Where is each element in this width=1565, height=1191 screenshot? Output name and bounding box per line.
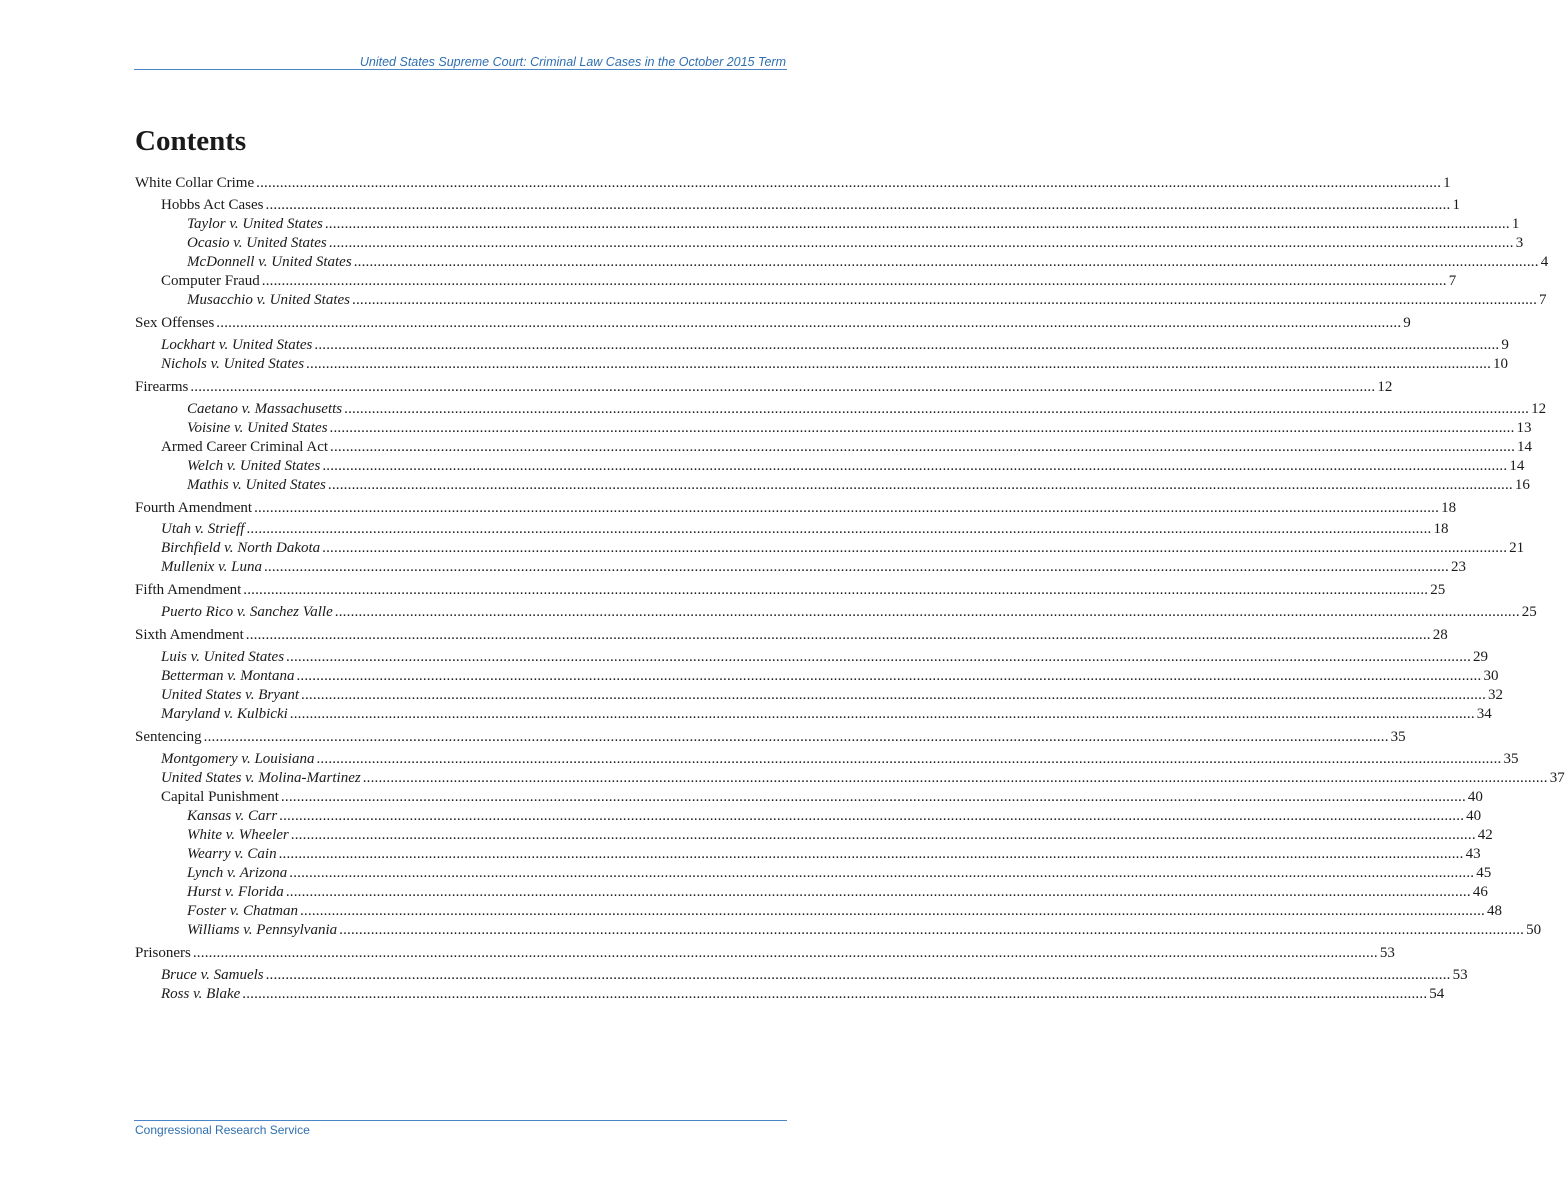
toc-entry[interactable] <box>135 921 1542 940</box>
toc-entry-page-number: 7 <box>1539 292 1547 308</box>
toc-entry-label: White Collar Crime <box>135 175 255 191</box>
toc-entry[interactable] <box>135 400 1547 419</box>
dot-leader: ............................................................................................................................................................................................................................................................................................................ <box>190 379 1376 395</box>
toc-entry[interactable] <box>135 648 1489 667</box>
toc-entry[interactable] <box>135 864 1492 883</box>
dot-leader: ............................................................................................................................................................................................................................................................................................................ <box>242 986 1428 1002</box>
toc-entry[interactable] <box>135 944 1395 963</box>
toc-entry[interactable] <box>135 581 1446 600</box>
dot-leader: ............................................................................................................................................................................................................................................................................................................ <box>330 439 1516 455</box>
dot-leader: ............................................................................................................................................................................................................................................................................................................ <box>254 500 1440 516</box>
toc-entry-label: Lynch v. Arizona <box>187 865 288 881</box>
toc-entry[interactable] <box>135 558 1466 577</box>
dot-leader: ............................................................................................................................................................................................................................................................................................................ <box>301 687 1487 703</box>
toc-entry-label: Bruce v. Samuels <box>161 967 264 983</box>
dot-leader: ............................................................................................................................................................................................................................................................................................................ <box>216 315 1402 331</box>
toc-entry-page-number: 43 <box>1465 846 1481 862</box>
toc-entry[interactable] <box>135 438 1533 457</box>
toc-entry-label: Computer Fraud <box>161 273 260 289</box>
dot-leader: ............................................................................................................................................................................................................................................................................................................ <box>265 197 1451 213</box>
dot-leader: ............................................................................................................................................................................................................................................................................................................ <box>296 668 1482 684</box>
toc-entry-page-number: 9 <box>1403 315 1411 331</box>
toc-entry[interactable] <box>135 667 1499 686</box>
toc-entry-label: Sixth Amendment <box>135 627 244 643</box>
toc-entry-page-number: 34 <box>1476 706 1492 722</box>
dot-leader: ............................................................................................................................................................................................................................................................................................................ <box>265 967 1451 983</box>
toc-entry-page-number: 45 <box>1476 865 1492 881</box>
toc-entry-label: Mathis v. United States <box>187 477 326 493</box>
toc-entry[interactable] <box>135 845 1481 864</box>
toc-entry-page-number: 54 <box>1429 986 1445 1002</box>
toc-entry-page-number: 18 <box>1433 521 1449 537</box>
toc-entry[interactable] <box>135 807 1482 826</box>
toc-entry-page-number: 4 <box>1540 254 1549 270</box>
toc-entry[interactable] <box>135 788 1483 807</box>
footer-publisher: Congressional Research Service <box>135 1123 310 1137</box>
toc-entry-label: Kansas v. Carr <box>187 808 278 824</box>
toc-entry[interactable] <box>135 272 1457 291</box>
toc-entry[interactable] <box>135 336 1509 355</box>
toc-entry-page-number: 21 <box>1509 540 1525 556</box>
toc-entry-page-number: 46 <box>1472 884 1488 900</box>
toc-entry-label: Nichols v. United States <box>161 356 305 372</box>
toc-entry-page-number: 1 <box>1452 197 1460 213</box>
toc-entry-label: Ross v. Blake <box>161 986 241 1002</box>
dot-leader: ............................................................................................................................................................................................................................................................................................................ <box>352 292 1538 308</box>
toc-entry-page-number: 48 <box>1486 903 1502 919</box>
toc-entry[interactable] <box>135 966 1468 985</box>
dot-leader: ............................................................................................................................................................................................................................................................................................................ <box>256 175 1442 191</box>
toc-entry-label: United States v. Molina-Martinez <box>161 770 361 786</box>
dot-leader: ............................................................................................................................................................................................................................................................................................................ <box>324 216 1510 232</box>
dot-leader: ............................................................................................................................................................................................................................................................................................................ <box>339 922 1525 938</box>
toc-entry-page-number: 35 <box>1503 751 1519 767</box>
running-header-title: United States Supreme Court: Criminal Law Cases in the October 2015 Term <box>359 55 786 69</box>
toc-entry-page-number: 53 <box>1452 967 1468 983</box>
toc-entry-label: Utah v. Strieff <box>161 521 245 537</box>
toc-entry[interactable] <box>135 476 1530 495</box>
toc-entry-page-number: 13 <box>1516 420 1532 436</box>
dot-leader: ............................................................................................................................................................................................................................................................................................................ <box>322 540 1508 556</box>
toc-entry-page-number: 30 <box>1483 668 1499 684</box>
toc-entry-page-number: 53 <box>1379 945 1395 961</box>
toc-entry-page-number: 18 <box>1441 500 1457 516</box>
toc-entry-label: Sex Offenses <box>135 315 215 331</box>
toc-entry[interactable] <box>135 705 1492 724</box>
toc-entry-page-number: 37 <box>1549 770 1565 786</box>
dot-leader: ............................................................................................................................................................................................................................................................................................................ <box>299 903 1485 919</box>
dot-leader: ............................................................................................................................................................................................................................................................................................................ <box>286 649 1472 665</box>
dot-leader: ............................................................................................................................................................................................................................................................................................................ <box>261 273 1447 289</box>
toc-entry-label: Maryland v. Kulbicki <box>161 706 288 722</box>
toc-entry-page-number: 40 <box>1467 789 1483 805</box>
toc-entry-label: McDonnell v. United States <box>187 254 352 270</box>
dot-leader: ............................................................................................................................................................................................................................................................................................................ <box>306 356 1492 372</box>
toc-entry-page-number: 25 <box>1521 604 1537 620</box>
toc-entry[interactable] <box>135 985 1445 1004</box>
toc-entry-label: Fifth Amendment <box>135 582 242 598</box>
toc-entry[interactable] <box>135 457 1525 476</box>
dot-leader: ............................................................................................................................................................................................................................................................................................................ <box>314 337 1500 353</box>
toc-entry[interactable] <box>135 215 1520 234</box>
toc-entry-page-number: 29 <box>1473 649 1489 665</box>
dot-leader: ............................................................................................................................................................................................................................................................................................................ <box>289 706 1475 722</box>
dot-leader: ............................................................................................................................................................................................................................................................................................................ <box>328 235 1514 251</box>
toc-entry-label: Voisine v. United States <box>187 420 328 436</box>
dot-leader: ............................................................................................................................................................................................................................................................................................................ <box>245 627 1431 643</box>
toc-entry-label: Lockhart v. United States <box>161 337 313 353</box>
dot-leader: ............................................................................................................................................................................................................................................................................................................ <box>243 582 1429 598</box>
toc-entry-label: Birchfield v. North Dakota <box>161 540 321 556</box>
dot-leader: ............................................................................................................................................................................................................................................................................................................ <box>316 751 1502 767</box>
toc-entry-page-number: 14 <box>1509 458 1525 474</box>
toc-entry[interactable] <box>135 902 1502 921</box>
toc-entry-page-number: 42 <box>1477 827 1493 843</box>
dot-leader: ............................................................................................................................................................................................................................................................................................................ <box>280 789 1466 805</box>
toc-entry-label: Puerto Rico v. Sanchez Valle <box>161 604 333 620</box>
toc-entry[interactable] <box>135 686 1504 705</box>
footer-rule <box>134 1120 787 1121</box>
toc-entry-label: Hurst v. Florida <box>187 884 284 900</box>
toc-entry[interactable] <box>135 499 1457 518</box>
toc-entry-page-number: 32 <box>1488 687 1504 703</box>
toc-entry-page-number: 14 <box>1517 439 1533 455</box>
dot-leader: ............................................................................................................................................................................................................................................................................................................ <box>285 884 1471 900</box>
toc-entry[interactable] <box>135 378 1393 397</box>
toc-entry-label: Capital Punishment <box>161 789 279 805</box>
toc-entry-page-number: 16 <box>1514 477 1530 493</box>
toc-entry[interactable] <box>135 253 1549 272</box>
toc-entry-label: Fourth Amendment <box>135 500 253 516</box>
toc-entry-page-number: 50 <box>1526 922 1542 938</box>
toc-entry-page-number: 1 <box>1511 216 1520 232</box>
toc-entry-label: Wearry v. Cain <box>187 846 277 862</box>
toc-entry[interactable] <box>135 826 1493 845</box>
dot-leader: ............................................................................................................................................................................................................................................................................................................ <box>334 604 1520 620</box>
toc-entry-label: Hobbs Act Cases <box>161 197 264 213</box>
toc-entry-page-number: 23 <box>1450 559 1466 575</box>
toc-entry-page-number: 12 <box>1377 379 1393 395</box>
toc-entry-page-number: 25 <box>1430 582 1446 598</box>
toc-entry-page-number: 40 <box>1466 808 1482 824</box>
toc-entry-label: Mullenix v. Luna <box>161 559 262 575</box>
dot-leader: ............................................................................................................................................................................................................................................................................................................ <box>290 827 1476 843</box>
toc-entry-page-number: 7 <box>1448 273 1457 289</box>
toc-entry-label: United States v. Bryant <box>161 687 300 703</box>
toc-entry-page-number: 1 <box>1443 175 1451 191</box>
toc-entry-label: White v. Wheeler <box>187 827 289 843</box>
dot-leader: ............................................................................................................................................................................................................................................................................................................ <box>203 729 1389 745</box>
toc-entry-label: Armed Career Criminal Act <box>161 439 329 455</box>
dot-leader: ............................................................................................................................................................................................................................................................................................................ <box>278 846 1464 862</box>
toc-entry[interactable] <box>135 883 1488 902</box>
toc-entry-label: Taylor v. United States <box>187 216 323 232</box>
toc-entry-label: Welch v. United States <box>187 458 321 474</box>
toc-entry-page-number: 9 <box>1501 337 1509 353</box>
page-title: Contents <box>135 125 247 157</box>
toc-entry-label: Foster v. Chatman <box>187 903 298 919</box>
toc-entry[interactable] <box>135 314 1411 333</box>
dot-leader: ............................................................................................................................................................................................................................................................................................................ <box>192 945 1378 961</box>
toc-entry-label: Musacchio v. United States <box>187 292 351 308</box>
toc-entry[interactable] <box>135 291 1547 310</box>
toc-entry[interactable] <box>135 769 1565 788</box>
toc-entry-label: Sentencing <box>135 729 202 745</box>
toc-entry[interactable] <box>135 603 1537 622</box>
toc-entry[interactable] <box>135 626 1448 645</box>
toc-entry-label: Betterman v. Montana <box>161 668 295 684</box>
toc-entry-label: Caetano v. Massachusetts <box>187 401 343 417</box>
toc-entry[interactable] <box>135 520 1449 539</box>
toc-entry-page-number: 3 <box>1515 235 1524 251</box>
toc-entry[interactable] <box>135 234 1524 253</box>
dot-leader: ............................................................................................................................................................................................................................................................................................................ <box>327 477 1513 493</box>
header-rule <box>134 69 787 70</box>
dot-leader: ............................................................................................................................................................................................................................................................................................................ <box>289 865 1475 881</box>
toc-entry[interactable] <box>135 728 1406 747</box>
toc-entry-label: Montgomery v. Louisiana <box>161 751 315 767</box>
toc-entry-label: Prisoners <box>135 945 191 961</box>
toc-entry-page-number: 28 <box>1432 627 1448 643</box>
toc-entry-page-number: 35 <box>1390 729 1406 745</box>
toc-entry[interactable] <box>135 539 1525 558</box>
dot-leader: ............................................................................................................................................................................................................................................................................................................ <box>246 521 1432 537</box>
toc-entry-label: Luis v. United States <box>161 649 285 665</box>
dot-leader: ............................................................................................................................................................................................................................................................................................................ <box>279 808 1465 824</box>
toc-entry-label: Firearms <box>135 379 189 395</box>
toc-entry-label: Williams v. Pennsylvania <box>187 922 338 938</box>
toc-entry-page-number: 10 <box>1493 356 1509 372</box>
dot-leader: ............................................................................................................................................................................................................................................................................................................ <box>322 458 1508 474</box>
dot-leader: ............................................................................................................................................................................................................................................................................................................ <box>362 770 1548 786</box>
toc-entry-page-number: 12 <box>1531 401 1547 417</box>
dot-leader: ............................................................................................................................................................................................................................................................................................................ <box>344 401 1530 417</box>
toc-entry[interactable] <box>135 355 1509 374</box>
toc-entry[interactable] <box>135 196 1460 215</box>
dot-leader: ............................................................................................................................................................................................................................................................................................................ <box>329 420 1515 436</box>
toc-entry[interactable] <box>135 174 1451 193</box>
dot-leader: ............................................................................................................................................................................................................................................................................................................ <box>263 559 1449 575</box>
toc-entry[interactable] <box>135 419 1532 438</box>
dot-leader: ............................................................................................................................................................................................................................................................................................................ <box>353 254 1539 270</box>
toc-entry[interactable] <box>135 750 1519 769</box>
toc-entry-label: Ocasio v. United States <box>187 235 327 251</box>
